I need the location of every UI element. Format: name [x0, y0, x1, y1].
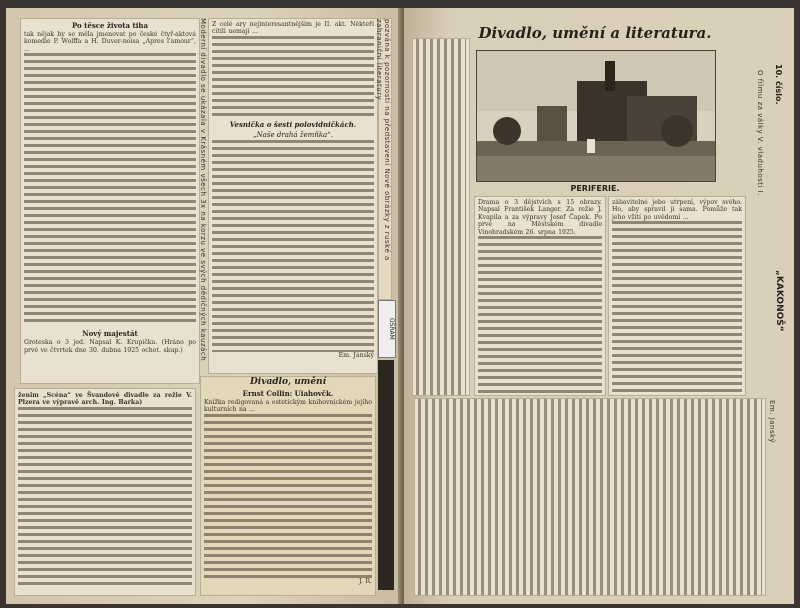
photo-caption: PERIFERIE. — [570, 184, 620, 193]
clipping-vesnicka — [208, 18, 378, 374]
clipping-scena — [14, 388, 196, 596]
periferie-photo — [476, 50, 716, 182]
issue-label: 10. číslo. — [774, 64, 783, 105]
text-lines — [212, 140, 374, 352]
text-lines — [24, 53, 196, 323]
clipping-subheading: „Naše drahá žemňka“. — [253, 130, 333, 139]
clipping-po-tesce — [20, 18, 200, 384]
signature: J. R. — [358, 577, 372, 585]
section-text: Groteska o 3 jed. Napsal K. Krupička. (Hráno po prvé ve čtvrtek dne 30. dubna 1925 ochot. skup.) — [24, 339, 196, 354]
osram-label: OSRAM — [388, 318, 395, 340]
clipping-uiahovck — [200, 376, 376, 596]
text-lines — [204, 414, 372, 578]
clipping-intro: zábavitelné jebo utrpení, výpov svého. Ho, aby spravil ji sama. Pomůže tak jeho vžití po uvědomí ... — [612, 199, 742, 221]
clipping-subheading: Ernst Collin: Uiahovčk. — [242, 389, 334, 398]
clipping-heading: Po těsce života tiha — [71, 21, 149, 30]
clipping-intro: Drama o 3 dějstvích s 15 obrazy. Napsal František Langer. Za režie J. Kvapila a za výpravy Josef Čapek. Po prvé na Městském divadle Vinohradském 26. srpna 1925. — [478, 199, 602, 236]
clipping-text: Knížka redigovaná a estetickým knihovnickém jejího kulturních na ... — [204, 399, 372, 414]
text-lines — [212, 36, 374, 118]
clipping-periferie-review-cont — [608, 196, 746, 396]
clipping-text: tak nějak by se měla jmenovat po české čtyř-aktová komedie P. Wolffa a H. Duver-noisa „Apres l'amour“, ... — [24, 31, 196, 53]
text-lines — [612, 221, 742, 393]
clipping-narrow-columns — [412, 38, 470, 396]
side-vertical-text: O filmu za války V. vladuhosti I. — [756, 70, 764, 196]
signature-vertical: Em. Janský — [768, 400, 776, 444]
clipping-heading: Divadlo, umění — [249, 377, 327, 387]
dark-photo-strip — [378, 360, 394, 590]
magazine-name-label: „KAKONOŠ“ — [774, 270, 784, 332]
clipping-intro: Z celé ary nejinteresantnějším je II. akt. Někteří cítili nemají ... — [212, 21, 374, 36]
text-lines — [18, 407, 192, 589]
clipping-text: ženim „Scéna“ ve Švandově divadle za režie V. Plzera ve výpravě arch. Ing. Barka) — [18, 392, 192, 407]
vertical-text-lines — [418, 399, 762, 595]
periferie-photo-image — [477, 51, 715, 181]
vertical-strip-text: Moderní divadlo se ukázala v Krásném všech 3x na korzu ve svých dědičných kauzách — [199, 18, 207, 362]
section-title: Nový majestát — [82, 329, 138, 339]
clipping-periferie-review — [474, 196, 606, 396]
clipping-heading: Vesnička o šesti polovidničkách. — [229, 119, 357, 129]
text-lines — [478, 236, 602, 394]
section-banner: Divadlo, umění a literatura. — [478, 24, 712, 42]
vertical-text-lines — [416, 39, 466, 395]
osram-advert — [378, 300, 396, 358]
signature: Em. Jánský — [338, 351, 374, 359]
vertical-column-text: pozvána k pozornosti na představení Nové obrázky z ruské a zahraniční literatury — [378, 18, 392, 300]
clipping-lower-rotated — [414, 398, 766, 596]
